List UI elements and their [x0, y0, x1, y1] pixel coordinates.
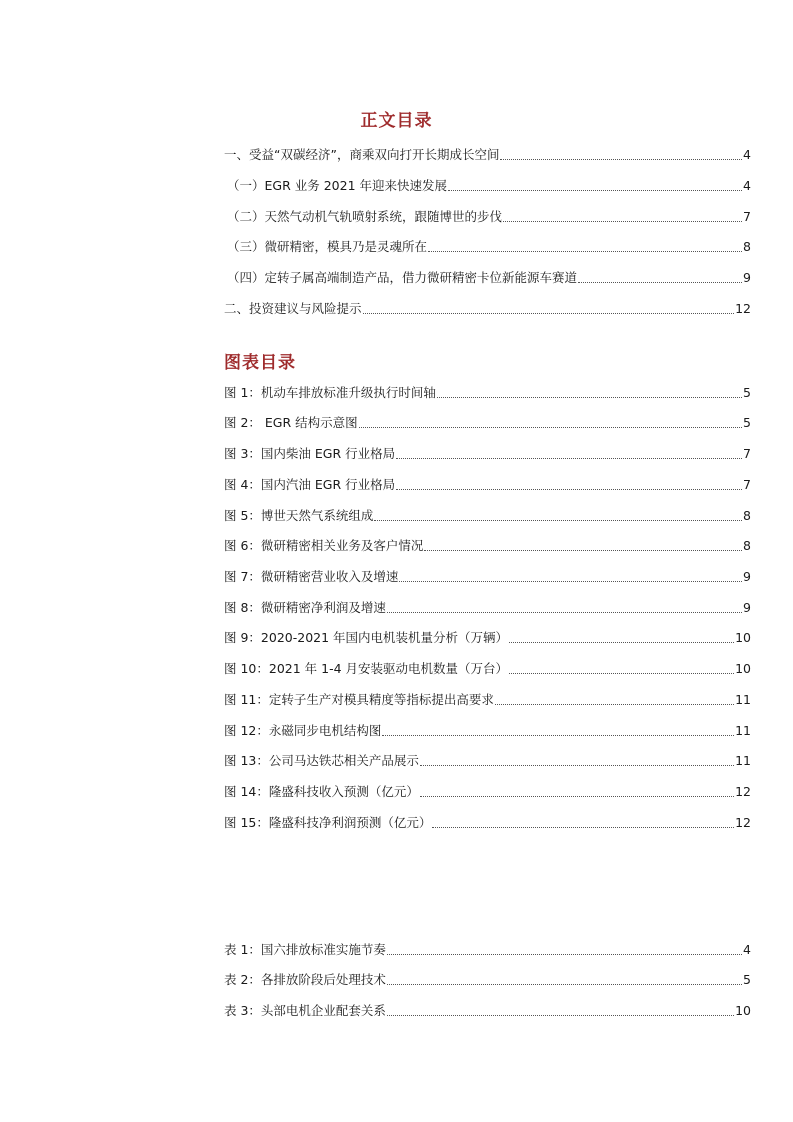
figure-entry[interactable] — [224, 537, 751, 555]
figure-entry[interactable] — [224, 814, 751, 832]
figure-entry-page: 12 — [735, 815, 751, 830]
toc-title: 正文目录 — [360, 111, 433, 131]
figure-entry-page: 10 — [735, 630, 751, 645]
figure-entry-page: 5 — [743, 385, 751, 400]
table-entry-page: 5 — [743, 972, 751, 987]
leader-dots — [509, 641, 734, 643]
figure-entry-text: 图 11：定转子生产对模具精度等指标提出高要求 — [224, 692, 494, 707]
figure-entry-text: 图 8：微研精密净利润及增速 — [224, 600, 386, 615]
leader-dots — [387, 611, 742, 613]
leader-dots — [359, 426, 742, 428]
toc-entry-text: （四）定转子属高端制造产品，借力微研精密卡位新能源车赛道 — [227, 270, 578, 285]
leader-dots — [428, 250, 742, 252]
leader-dots — [382, 734, 734, 736]
leader-dots — [399, 580, 742, 582]
figure-entry-text: 图 4：国内汽油 EGR 行业格局 — [224, 477, 396, 492]
leader-dots — [363, 312, 735, 314]
leader-dots — [424, 549, 742, 551]
figure-entry[interactable] — [224, 414, 751, 432]
figure-entry-page: 9 — [743, 600, 751, 615]
figure-entry[interactable] — [224, 783, 751, 801]
leader-dots — [509, 672, 734, 674]
figure-entry-text: 图 3：国内柴油 EGR 行业格局 — [224, 446, 396, 461]
figure-entry-page: 11 — [735, 753, 751, 768]
leader-dots — [420, 764, 734, 766]
leader-dots — [578, 281, 742, 283]
table-entry-text: 表 3：头部电机企业配套关系 — [224, 1003, 386, 1018]
leader-dots — [387, 1014, 734, 1016]
figure-entry-text: 图 7：微研精密营业收入及增速 — [224, 569, 399, 584]
leader-dots — [437, 396, 742, 398]
figure-entry-text: 图 10：2021 年 1-4 月安装驱动电机数量（万台） — [224, 661, 509, 676]
figure-entry[interactable] — [224, 599, 751, 617]
figure-entry[interactable] — [224, 507, 751, 525]
figure-entry-page: 8 — [743, 538, 751, 553]
toc-entry[interactable] — [224, 177, 751, 195]
leader-dots — [420, 795, 734, 797]
toc-entry-page: 7 — [743, 209, 751, 224]
figure-entry-text: 图 14：隆盛科技收入预测（亿元） — [224, 784, 419, 799]
figure-entry[interactable] — [224, 568, 751, 586]
table-entry[interactable] — [224, 941, 751, 959]
table-entry-page: 4 — [743, 942, 751, 957]
figure-entry-page: 11 — [735, 723, 751, 738]
toc-entry[interactable] — [224, 238, 751, 256]
leader-dots — [503, 220, 742, 222]
figure-entry-page: 8 — [743, 508, 751, 523]
leader-dots — [432, 826, 734, 828]
figure-entry-text: 图 13：公司马达铁芯相关产品展示 — [224, 753, 419, 768]
figure-entry[interactable] — [224, 629, 751, 647]
figure-entry[interactable] — [224, 722, 751, 740]
figure-entry-text: 图 15：隆盛科技净利润预测（亿元） — [224, 815, 432, 830]
figure-entry[interactable] — [224, 752, 751, 770]
leader-dots — [396, 457, 742, 459]
toc-entry-text: （三）微研精密，模具乃是灵魂所在 — [227, 239, 428, 254]
leader-dots — [448, 189, 742, 191]
toc-entry-text: 二、投资建议与风险提示 — [224, 301, 362, 316]
leader-dots — [495, 703, 734, 705]
toc-entry[interactable] — [224, 146, 751, 164]
table-entry-text: 表 1：国六排放标准实施节奏 — [224, 942, 386, 957]
figure-entry-page: 10 — [735, 661, 751, 676]
figure-entry-page: 7 — [743, 477, 751, 492]
figures-title: 图表目录 — [224, 353, 296, 373]
figure-entry-text: 图 12：永磁同步电机结构图 — [224, 723, 382, 738]
leader-dots — [387, 953, 742, 955]
toc-entry-text: 一、受益“双碳经济”，商乘双向打开长期成长空间 — [224, 147, 500, 162]
toc-entry[interactable] — [224, 300, 751, 318]
toc-entry-page: 4 — [743, 178, 751, 193]
figure-entry-page: 9 — [743, 569, 751, 584]
figure-entry-text: 图 2： EGR 结构示意图 — [224, 415, 358, 430]
figure-entry-text: 图 5：博世天然气系统组成 — [224, 508, 374, 523]
toc-entry-page: 8 — [743, 239, 751, 254]
figure-entry-page: 12 — [735, 784, 751, 799]
leader-dots — [396, 488, 742, 490]
toc-entry[interactable] — [224, 208, 751, 226]
figure-entry-page: 5 — [743, 415, 751, 430]
figure-entry-page: 7 — [743, 446, 751, 461]
table-entry-text: 表 2：各排放阶段后处理技术 — [224, 972, 386, 987]
toc-entry-page: 9 — [743, 270, 751, 285]
toc-entry[interactable] — [224, 269, 751, 287]
figure-entry-page: 11 — [735, 692, 751, 707]
figure-entry-text: 图 9：2020-2021 年国内电机装机量分析（万辆） — [224, 630, 509, 645]
figure-entry[interactable] — [224, 660, 751, 678]
figure-entry-text: 图 6：微研精密相关业务及客户情况 — [224, 538, 424, 553]
figure-entry[interactable] — [224, 691, 751, 709]
toc-entry-page: 4 — [743, 147, 751, 162]
toc-entry-text: （一）EGR 业务 2021 年迎来快速发展 — [227, 178, 448, 193]
table-entry[interactable] — [224, 1002, 751, 1020]
leader-dots — [374, 519, 742, 521]
figure-entry-text: 图 1：机动车排放标准升级执行时间轴 — [224, 385, 436, 400]
figure-entry[interactable] — [224, 384, 751, 402]
toc-entry-page: 12 — [735, 301, 751, 316]
toc-entry-text: （二）天然气动机气轨喷射系统，跟随博世的步伐 — [227, 209, 503, 224]
leader-dots — [387, 983, 742, 985]
figure-entry[interactable] — [224, 445, 751, 463]
figure-entry[interactable] — [224, 476, 751, 494]
table-entry-page: 10 — [735, 1003, 751, 1018]
table-entry[interactable] — [224, 971, 751, 989]
leader-dots — [500, 158, 742, 160]
